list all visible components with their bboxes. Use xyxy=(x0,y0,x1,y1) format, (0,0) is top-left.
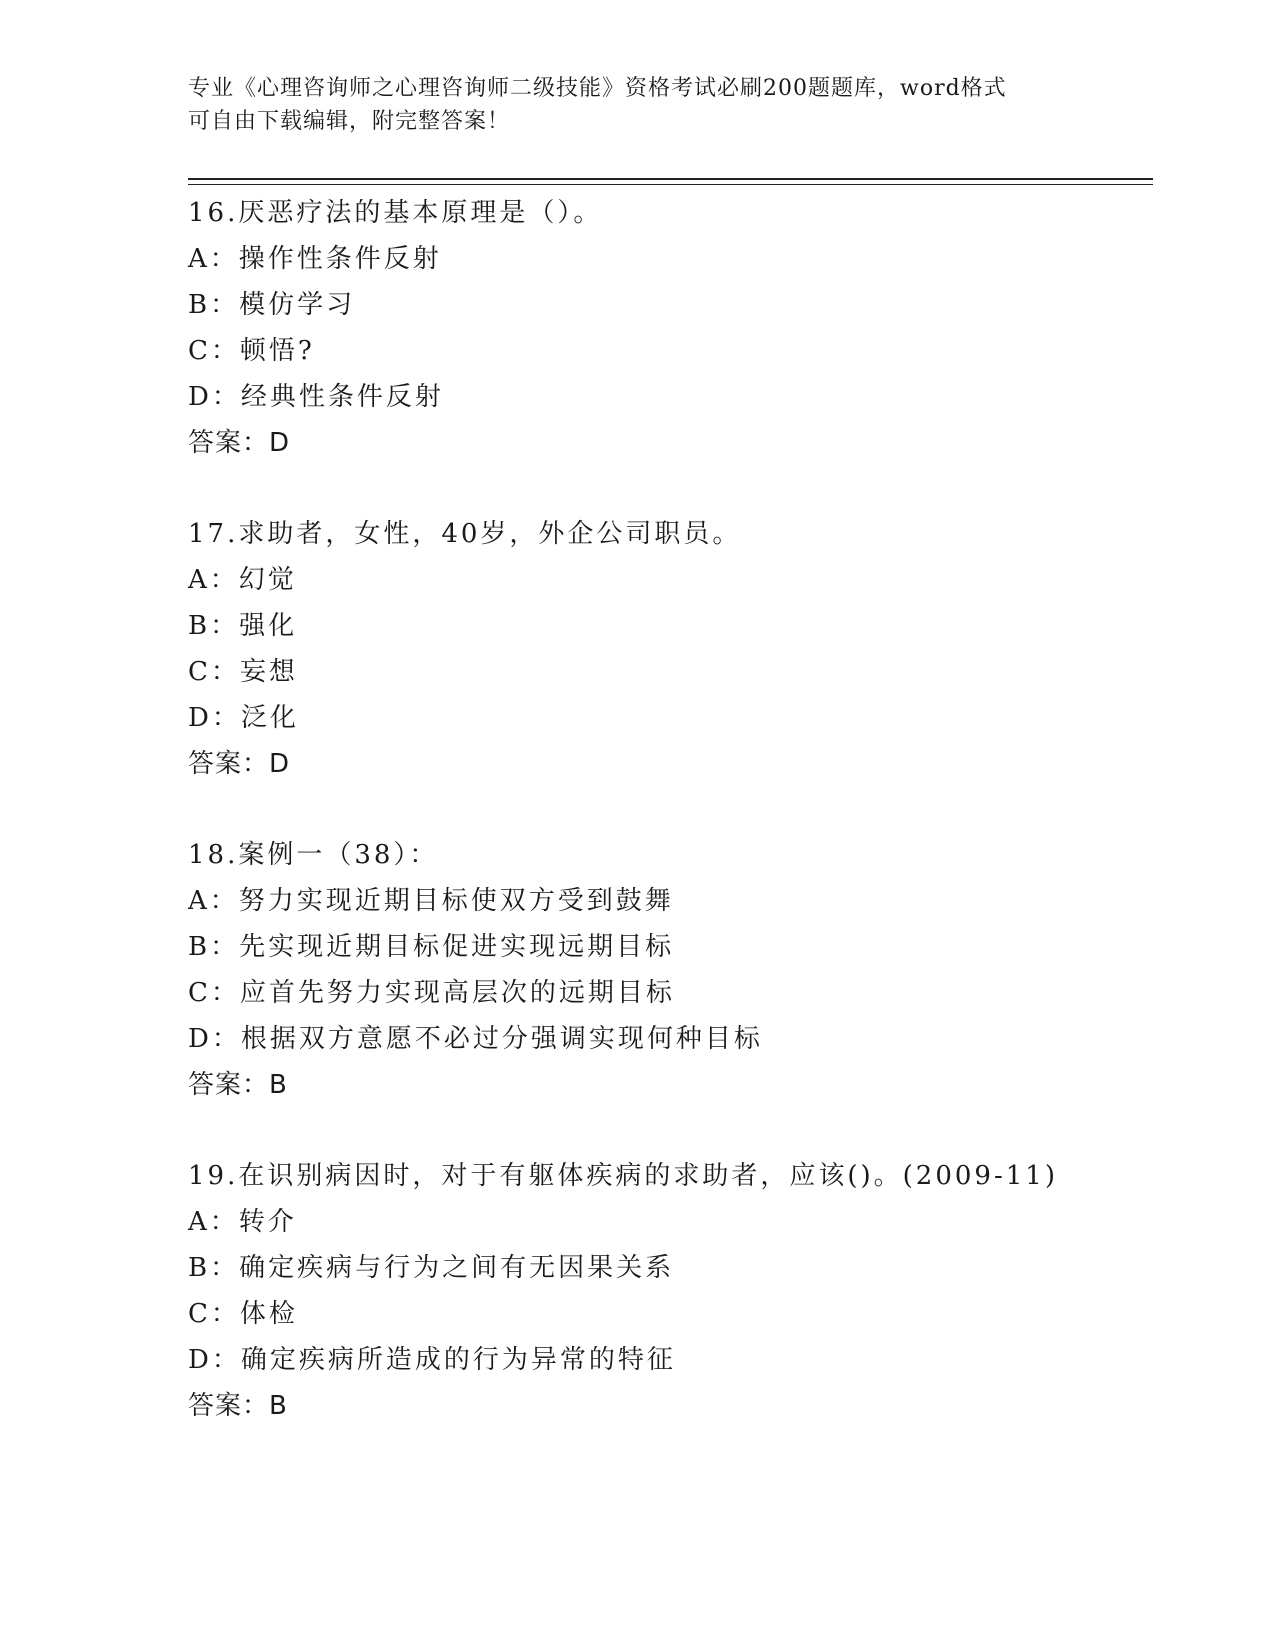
header-line-2: 可自由下载编辑，附完整答案！ xyxy=(188,109,511,134)
option-c: C：妄想 xyxy=(188,657,298,687)
question-17 xyxy=(188,511,1188,787)
question-spacer xyxy=(188,1108,1188,1153)
option-d: D：确定疾病所造成的行为异常的特征 xyxy=(188,1345,676,1375)
answer-label: 答案：D xyxy=(188,749,291,779)
option-d: D：泛化 xyxy=(188,703,299,733)
option-a: A：幻觉 xyxy=(188,565,297,595)
option-b: B：确定疾病与行为之间有无因果关系 xyxy=(188,1253,675,1283)
answer-label: 答案：B xyxy=(188,1391,288,1421)
option-c: C：顿悟? xyxy=(188,336,315,366)
header-rule-thin xyxy=(188,184,1153,185)
question-spacer xyxy=(188,787,1188,832)
question-title: 17.求助者，女性，40岁，外企公司职员。 xyxy=(188,519,742,549)
option-a: A：努力实现近期目标使双方受到鼓舞 xyxy=(188,886,674,916)
header-rule-thick xyxy=(188,178,1153,180)
question-19 xyxy=(188,1153,1188,1429)
option-b: B：先实现近期目标促进实现远期目标 xyxy=(188,932,675,962)
option-a: A：转介 xyxy=(188,1207,297,1237)
answer-label: 答案：B xyxy=(188,1070,288,1100)
question-spacer xyxy=(188,466,1188,511)
document-header xyxy=(188,72,1088,138)
option-c: C：应首先努力实现高层次的远期目标 xyxy=(188,978,675,1008)
option-b: B：模仿学习 xyxy=(188,290,356,320)
option-c: C：体检 xyxy=(188,1299,298,1329)
question-18 xyxy=(188,832,1188,1108)
option-d: D：根据双方意愿不必过分强调实现何种目标 xyxy=(188,1024,763,1054)
answer-label: 答案：D xyxy=(188,428,291,458)
question-title: 16.厌恶疗法的基本原理是（）。 xyxy=(188,198,603,228)
question-list xyxy=(188,190,1188,1429)
option-b: B：强化 xyxy=(188,611,298,641)
question-title: 19.在识别病因时，对于有躯体疾病的求助者，应该()。(2009-11) xyxy=(188,1161,1058,1191)
question-16 xyxy=(188,190,1188,466)
option-a: A：操作性条件反射 xyxy=(188,244,442,274)
question-title: 18.案例一（38）： xyxy=(188,840,439,870)
option-d: D：经典性条件反射 xyxy=(188,382,444,412)
header-line-1: 专业《心理咨询师之心理咨询师二级技能》资格考试必刷200题题库，word格式 xyxy=(188,76,1007,101)
